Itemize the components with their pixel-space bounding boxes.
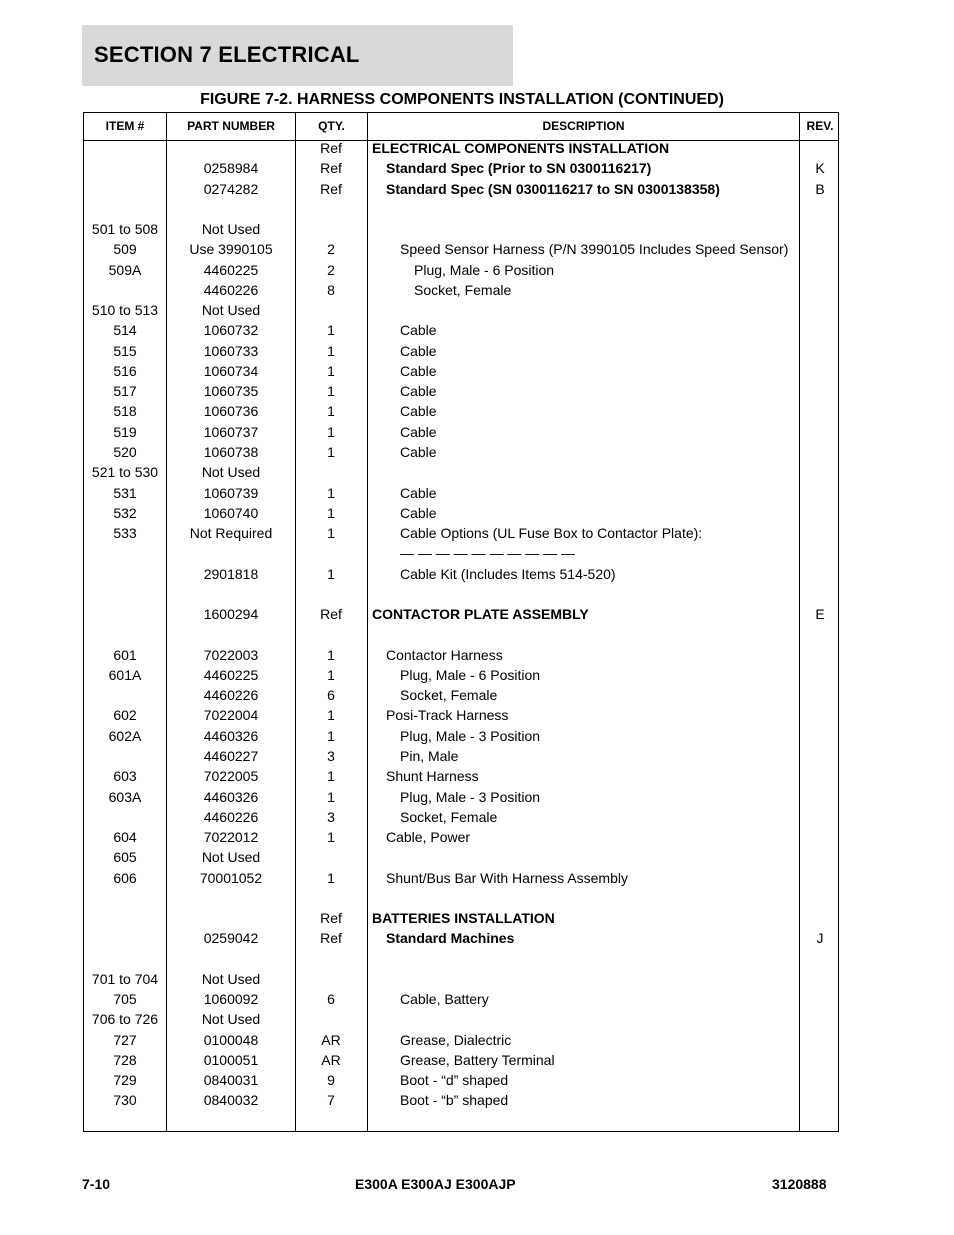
page-number: 7-10 <box>82 1176 111 1192</box>
table-row <box>84 361 838 381</box>
part-number: 1600294 <box>203 606 259 623</box>
item-number: 706 to 726 <box>91 1011 159 1028</box>
item-number: 603 <box>113 768 137 785</box>
description: Boot - “d” shaped <box>400 1072 509 1089</box>
description: Pin, Male <box>400 747 459 764</box>
item-number: 602 <box>113 707 137 724</box>
part-number: 4460226 <box>203 687 259 704</box>
part-number: 1060738 <box>203 443 259 460</box>
quantity: Ref <box>320 930 342 947</box>
quantity: 1 <box>327 727 335 744</box>
item-number: 606 <box>113 869 137 886</box>
part-number: 0259042 <box>203 930 259 947</box>
description: Cable <box>400 484 437 501</box>
description: Cable, Battery <box>400 991 489 1008</box>
table-row <box>84 705 838 725</box>
part-number: 1060733 <box>203 342 259 359</box>
table-row <box>84 401 838 421</box>
table-row <box>84 564 838 584</box>
quantity: Ref <box>320 180 342 197</box>
table-row <box>84 1050 838 1070</box>
quantity: 1 <box>327 788 335 805</box>
item-number: 601 <box>113 646 137 663</box>
table-row <box>84 381 838 401</box>
item-number: 605 <box>113 849 137 866</box>
description: CONTACTOR PLATE ASSEMBLY <box>372 606 589 623</box>
part-number: 7022012 <box>203 829 259 846</box>
header-rev: REV. <box>806 119 834 133</box>
quantity: 3 <box>327 808 335 825</box>
table-row <box>84 827 838 847</box>
part-number: Not Used <box>201 302 261 319</box>
table-row <box>84 280 838 300</box>
quantity: Ref <box>320 910 342 927</box>
item-number: 514 <box>113 322 137 339</box>
item-number: 516 <box>113 362 137 379</box>
table-row <box>84 645 838 665</box>
table-header <box>84 113 838 141</box>
quantity: 1 <box>327 443 335 460</box>
table-row <box>84 341 838 361</box>
quantity: 7 <box>327 1092 335 1109</box>
part-number: 1060732 <box>203 322 259 339</box>
description: Standard Machines <box>386 930 515 947</box>
item-number: 531 <box>113 484 137 501</box>
description: Grease, Battery Terminal <box>400 1051 555 1068</box>
part-number: 1060092 <box>203 991 259 1008</box>
table-row <box>84 503 838 523</box>
table-row <box>84 219 838 239</box>
section-header-bar <box>82 25 513 86</box>
description: Plug, Male - 6 Position <box>414 261 555 278</box>
part-number: 4460326 <box>203 727 259 744</box>
quantity: Ref <box>320 140 342 156</box>
description: Cable <box>400 403 437 420</box>
table-row <box>84 1030 838 1050</box>
table-row <box>84 665 838 685</box>
part-number: 4460225 <box>203 666 259 683</box>
table-row <box>84 138 838 158</box>
part-number: 0840031 <box>203 1072 259 1089</box>
part-number: 1060736 <box>203 403 259 420</box>
part-number: 4460226 <box>203 808 259 825</box>
table-row <box>84 523 838 543</box>
part-number: 0840032 <box>203 1092 259 1109</box>
part-number: 4460326 <box>203 788 259 805</box>
table-row <box>84 239 838 259</box>
description: Socket, Female <box>400 687 498 704</box>
quantity: 1 <box>327 484 335 501</box>
quantity: Ref <box>320 160 342 177</box>
table-row <box>84 949 838 969</box>
table-row <box>84 300 838 320</box>
description: Cable Kit (Includes Items 514-520) <box>400 565 616 582</box>
table-row <box>84 604 838 624</box>
table-row <box>84 847 838 867</box>
item-number: 533 <box>113 525 137 542</box>
part-number: Use 3990105 <box>189 241 273 258</box>
quantity: 1 <box>327 525 335 542</box>
item-number: 532 <box>113 504 137 521</box>
quantity: 1 <box>327 869 335 886</box>
description: Posi-Track Harness <box>386 707 509 724</box>
quantity: 1 <box>327 646 335 663</box>
quantity: 6 <box>327 687 335 704</box>
part-number: 1060734 <box>203 362 259 379</box>
item-number: 510 to 513 <box>91 302 159 319</box>
description: Standard Spec (SN 0300116217 to SN 0300138358) <box>386 180 720 197</box>
part-number: Not Used <box>201 970 261 987</box>
item-number: 705 <box>113 991 137 1008</box>
header-item: ITEM # <box>105 119 145 133</box>
table-row <box>84 807 838 827</box>
quantity: 1 <box>327 829 335 846</box>
item-number: 728 <box>113 1051 137 1068</box>
part-number: 1060740 <box>203 504 259 521</box>
table-row <box>84 928 838 948</box>
part-number: 7022004 <box>203 707 259 724</box>
quantity: 1 <box>327 342 335 359</box>
quantity: Ref <box>320 606 342 623</box>
part-number: Not Used <box>201 849 261 866</box>
description: Contactor Harness <box>386 646 503 663</box>
revision: J <box>816 930 824 947</box>
part-number: 0100048 <box>203 1031 259 1048</box>
part-number: 4460227 <box>203 747 259 764</box>
parts-table <box>83 112 839 1132</box>
quantity: 1 <box>327 362 335 379</box>
description: Cable <box>400 383 437 400</box>
table-row <box>84 908 838 928</box>
part-number: 2901818 <box>203 565 259 582</box>
quantity: 1 <box>327 504 335 521</box>
quantity: 2 <box>327 241 335 258</box>
description: Cable, Power <box>386 829 471 846</box>
part-number: 0100051 <box>203 1051 259 1068</box>
table-row <box>84 320 838 340</box>
description: Cable <box>400 362 437 379</box>
part-number: 7022003 <box>203 646 259 663</box>
revision: K <box>815 160 825 177</box>
part-number: 1060735 <box>203 383 259 400</box>
part-number: 70001052 <box>199 869 263 886</box>
revision: E <box>815 606 825 623</box>
table-row <box>84 787 838 807</box>
table-row <box>84 260 838 280</box>
description: Plug, Male - 3 Position <box>400 727 541 744</box>
description: Shunt/Bus Bar With Harness Assembly <box>386 869 628 886</box>
item-number: 602A <box>108 727 142 744</box>
table-row <box>84 1090 838 1110</box>
header-description: DESCRIPTION <box>542 119 625 133</box>
item-number: 509A <box>108 261 142 278</box>
table-row <box>84 746 838 766</box>
part-number: Not Used <box>201 1011 261 1028</box>
quantity: 1 <box>327 707 335 724</box>
quantity: 6 <box>327 991 335 1008</box>
item-number: 520 <box>113 443 137 460</box>
description: Cable <box>400 342 437 359</box>
table-row <box>84 868 838 888</box>
table-row <box>84 462 838 482</box>
document-number: 3120888 <box>772 1176 827 1192</box>
description: Plug, Male - 3 Position <box>400 788 541 805</box>
quantity: 2 <box>327 261 335 278</box>
header-part-number: PART NUMBER <box>187 119 275 133</box>
item-number: 518 <box>113 403 137 420</box>
quantity: 1 <box>327 768 335 785</box>
quantity: 3 <box>327 747 335 764</box>
quantity: AR <box>321 1031 341 1048</box>
part-number: Not Used <box>201 464 261 481</box>
revision: B <box>815 180 825 197</box>
table-row <box>84 624 838 644</box>
description: Cable <box>400 322 437 339</box>
quantity: 1 <box>327 423 335 440</box>
description: Boot - “b” shaped <box>400 1092 509 1109</box>
description: Cable <box>400 443 437 460</box>
table-row <box>84 1070 838 1090</box>
description: Cable <box>400 504 437 521</box>
description: Socket, Female <box>400 808 498 825</box>
table-row <box>84 888 838 908</box>
item-number: 727 <box>113 1031 137 1048</box>
table-row <box>84 442 838 462</box>
part-number: 1060737 <box>203 423 259 440</box>
quantity: 1 <box>327 383 335 400</box>
quantity: 1 <box>327 565 335 582</box>
table-row <box>84 158 838 178</box>
description: ELECTRICAL COMPONENTS INSTALLATION <box>372 140 670 156</box>
part-number: Not Used <box>201 221 261 238</box>
figure-title: FIGURE 7-2. HARNESS COMPONENTS INSTALLATION (CONTINUED) <box>200 91 724 108</box>
table-row <box>84 584 838 604</box>
table-row <box>84 685 838 705</box>
table-row <box>84 199 838 219</box>
table-body <box>84 138 838 1111</box>
header-qty: QTY. <box>318 119 345 133</box>
part-number: 4460226 <box>203 281 259 298</box>
table-row <box>84 543 838 563</box>
item-number: 730 <box>113 1092 137 1109</box>
part-number: 0258984 <box>203 160 259 177</box>
item-number: 729 <box>113 1072 137 1089</box>
item-number: 519 <box>113 423 137 440</box>
table-row <box>84 726 838 746</box>
description: Socket, Female <box>414 281 512 298</box>
item-number: 521 to 530 <box>91 464 159 481</box>
table-row <box>84 969 838 989</box>
quantity: 8 <box>327 281 335 298</box>
quantity: 1 <box>327 403 335 420</box>
table-row <box>84 179 838 199</box>
part-number: 1060739 <box>203 484 259 501</box>
description: Grease, Dialectric <box>400 1031 512 1048</box>
part-number: Not Required <box>189 525 273 542</box>
section-title: SECTION 7 ELECTRICAL <box>94 42 360 67</box>
item-number: 603A <box>108 788 142 805</box>
item-number: 515 <box>113 342 137 359</box>
table-row <box>84 766 838 786</box>
description: Standard Spec (Prior to SN 0300116217) <box>386 160 652 177</box>
item-number: 701 to 704 <box>91 970 159 987</box>
table-row <box>84 989 838 1009</box>
item-number: 601A <box>108 666 142 683</box>
model-numbers: E300A E300AJ E300AJP <box>355 1176 516 1192</box>
table-row <box>84 422 838 442</box>
table-row <box>84 483 838 503</box>
part-number: 0274282 <box>203 180 259 197</box>
description: Plug, Male - 6 Position <box>400 666 541 683</box>
item-number: 509 <box>113 241 137 258</box>
item-number: 604 <box>113 829 137 846</box>
quantity: 1 <box>327 666 335 683</box>
description: Cable <box>400 423 437 440</box>
description: BATTERIES INSTALLATION <box>372 910 555 927</box>
quantity: AR <box>321 1051 341 1068</box>
description: Shunt Harness <box>386 768 479 785</box>
table-row <box>84 1009 838 1029</box>
quantity: 9 <box>327 1072 335 1089</box>
quantity: 1 <box>327 322 335 339</box>
description: Speed Sensor Harness (P/N 3990105 Includes Speed Sensor) <box>400 241 789 258</box>
item-number: 501 to 508 <box>91 221 159 238</box>
description: Cable Options (UL Fuse Box to Contactor Plate): <box>400 525 703 542</box>
description: — — — — — — — — — — <box>400 545 576 562</box>
part-number: 4460225 <box>203 261 259 278</box>
item-number: 517 <box>113 383 137 400</box>
part-number: 7022005 <box>203 768 259 785</box>
